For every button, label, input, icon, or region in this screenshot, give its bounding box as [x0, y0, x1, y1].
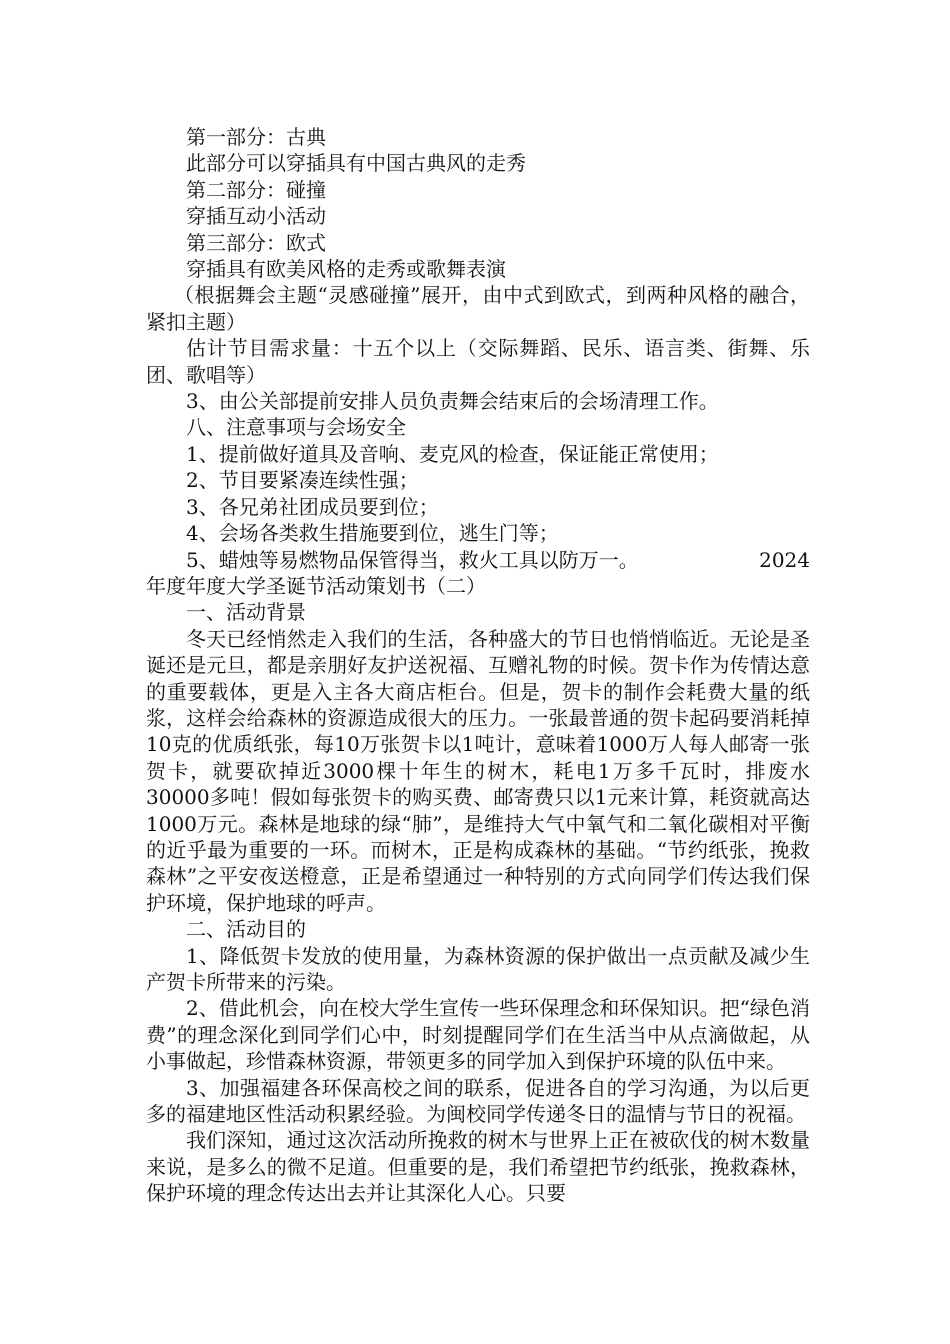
paragraph: 第三部分：欧式 [186, 230, 326, 255]
paragraph: 穿插具有欧美风格的走秀或歌舞表演 [186, 257, 506, 282]
paragraph: 第二部分：碰撞 [186, 177, 326, 202]
section-heading: 二、活动目的 [186, 917, 306, 942]
section-heading: 一、活动背景 [186, 600, 306, 625]
paragraph: 4、会场各类救生措施要到位，逃生门等； [186, 521, 559, 546]
paragraph: 第一部分：古典 [186, 125, 326, 149]
paragraph: 3、各兄弟社团成员要到位； [186, 494, 439, 519]
paragraph-with-year [146, 547, 810, 573]
document-title: 年度年度大学圣诞节活动策划书（二） [146, 573, 486, 598]
paragraph: 穿插互动小活动 [186, 204, 326, 229]
paragraph: 此部分可以穿插具有中国古典风的走秀 [186, 151, 526, 176]
paragraph: 3、加强福建各环保高校之间的联系，促进各自的学习沟通，为以后更多的福建地区性活动积累经验。为闽校同学传递冬日的温情与节日的祝福。 [146, 1075, 810, 1127]
year-text: 2024 [759, 547, 810, 572]
paragraph: 冬天已经悄然走入我们的生活，各种盛大的节日也悄悄临近。无论是圣诞还是元旦，都是亲朋好友护送祝福、互赠礼物的时候。贺卡作为传情达意的重要载体，更是入主各大商店柜台。但是，贺卡的制作会耗费大量的纸浆，这样会给森林的资源造成很大的压力。一张最普通的贺卡起码要消耗掉10克的优质纸张，每10万张贺卡以1吨计，意味着1000万人每人邮寄一张贺卡，就要砍掉近3000棵十年生的树木，耗电1万多千瓦时，排废水30000多吨！假如每张贺卡的购买费、邮寄费只以1元来计算，耗资就高达1000万元。森林是地球的绿“肺”，是维持大气中氧气和二氧化碳相对平衡的近乎最为重要的一环。而树木，正是构成森林的基础。“节约纸张，挽救森林”之平安夜送橙意，正是希望通过一种特别的方式向同学们传达我们保护环境，保护地球的呼声。 [146, 626, 810, 915]
paragraph: （根据舞会主题“灵感碰撞”展开，由中式到欧式，到两种风格的融合，紧扣主题） [146, 283, 810, 334]
document-body [146, 124, 810, 1207]
paragraph: 1、降低贺卡发放的使用量，为森林资源的保护做出一点贡献及减少生产贺卡所带来的污染。 [146, 943, 810, 994]
paragraph: 1、提前做好道具及音响、麦克风的检查，保证能正常使用； [186, 441, 719, 466]
paragraph-text: 5、蜡烛等易燃物品保管得当，救火工具以防万一。 [186, 547, 639, 572]
paragraph: 估计节目需求量：十五个以上（交际舞蹈、民乐、语言类、街舞、乐团、歌唱等） [146, 336, 810, 387]
paragraph: 2、节目要紧凑连续性强； [186, 468, 419, 493]
section-heading: 八、注意事项与会场安全 [186, 415, 406, 440]
paragraph: 2、借此机会，向在校大学生宣传一些环保理念和环保知识。把“绿色消费”的理念深化到同学们心中，时刻提醒同学们在生活当中从点滴做起，从小事做起，珍惜森林资源，带领更多的同学加入到保护环境的队伍中来。 [146, 996, 810, 1074]
paragraph: 我们深知，通过这次活动所挽救的树木与世界上正在被砍伐的树木数量来说，是多么的微不足道。但重要的是，我们希望把节约纸张，挽救森林，保护环境的理念传达出去并让其深化人心。只要 [146, 1128, 810, 1206]
paragraph: 3、由公关部提前安排人员负责舞会结束后的会场清理工作。 [186, 389, 719, 414]
